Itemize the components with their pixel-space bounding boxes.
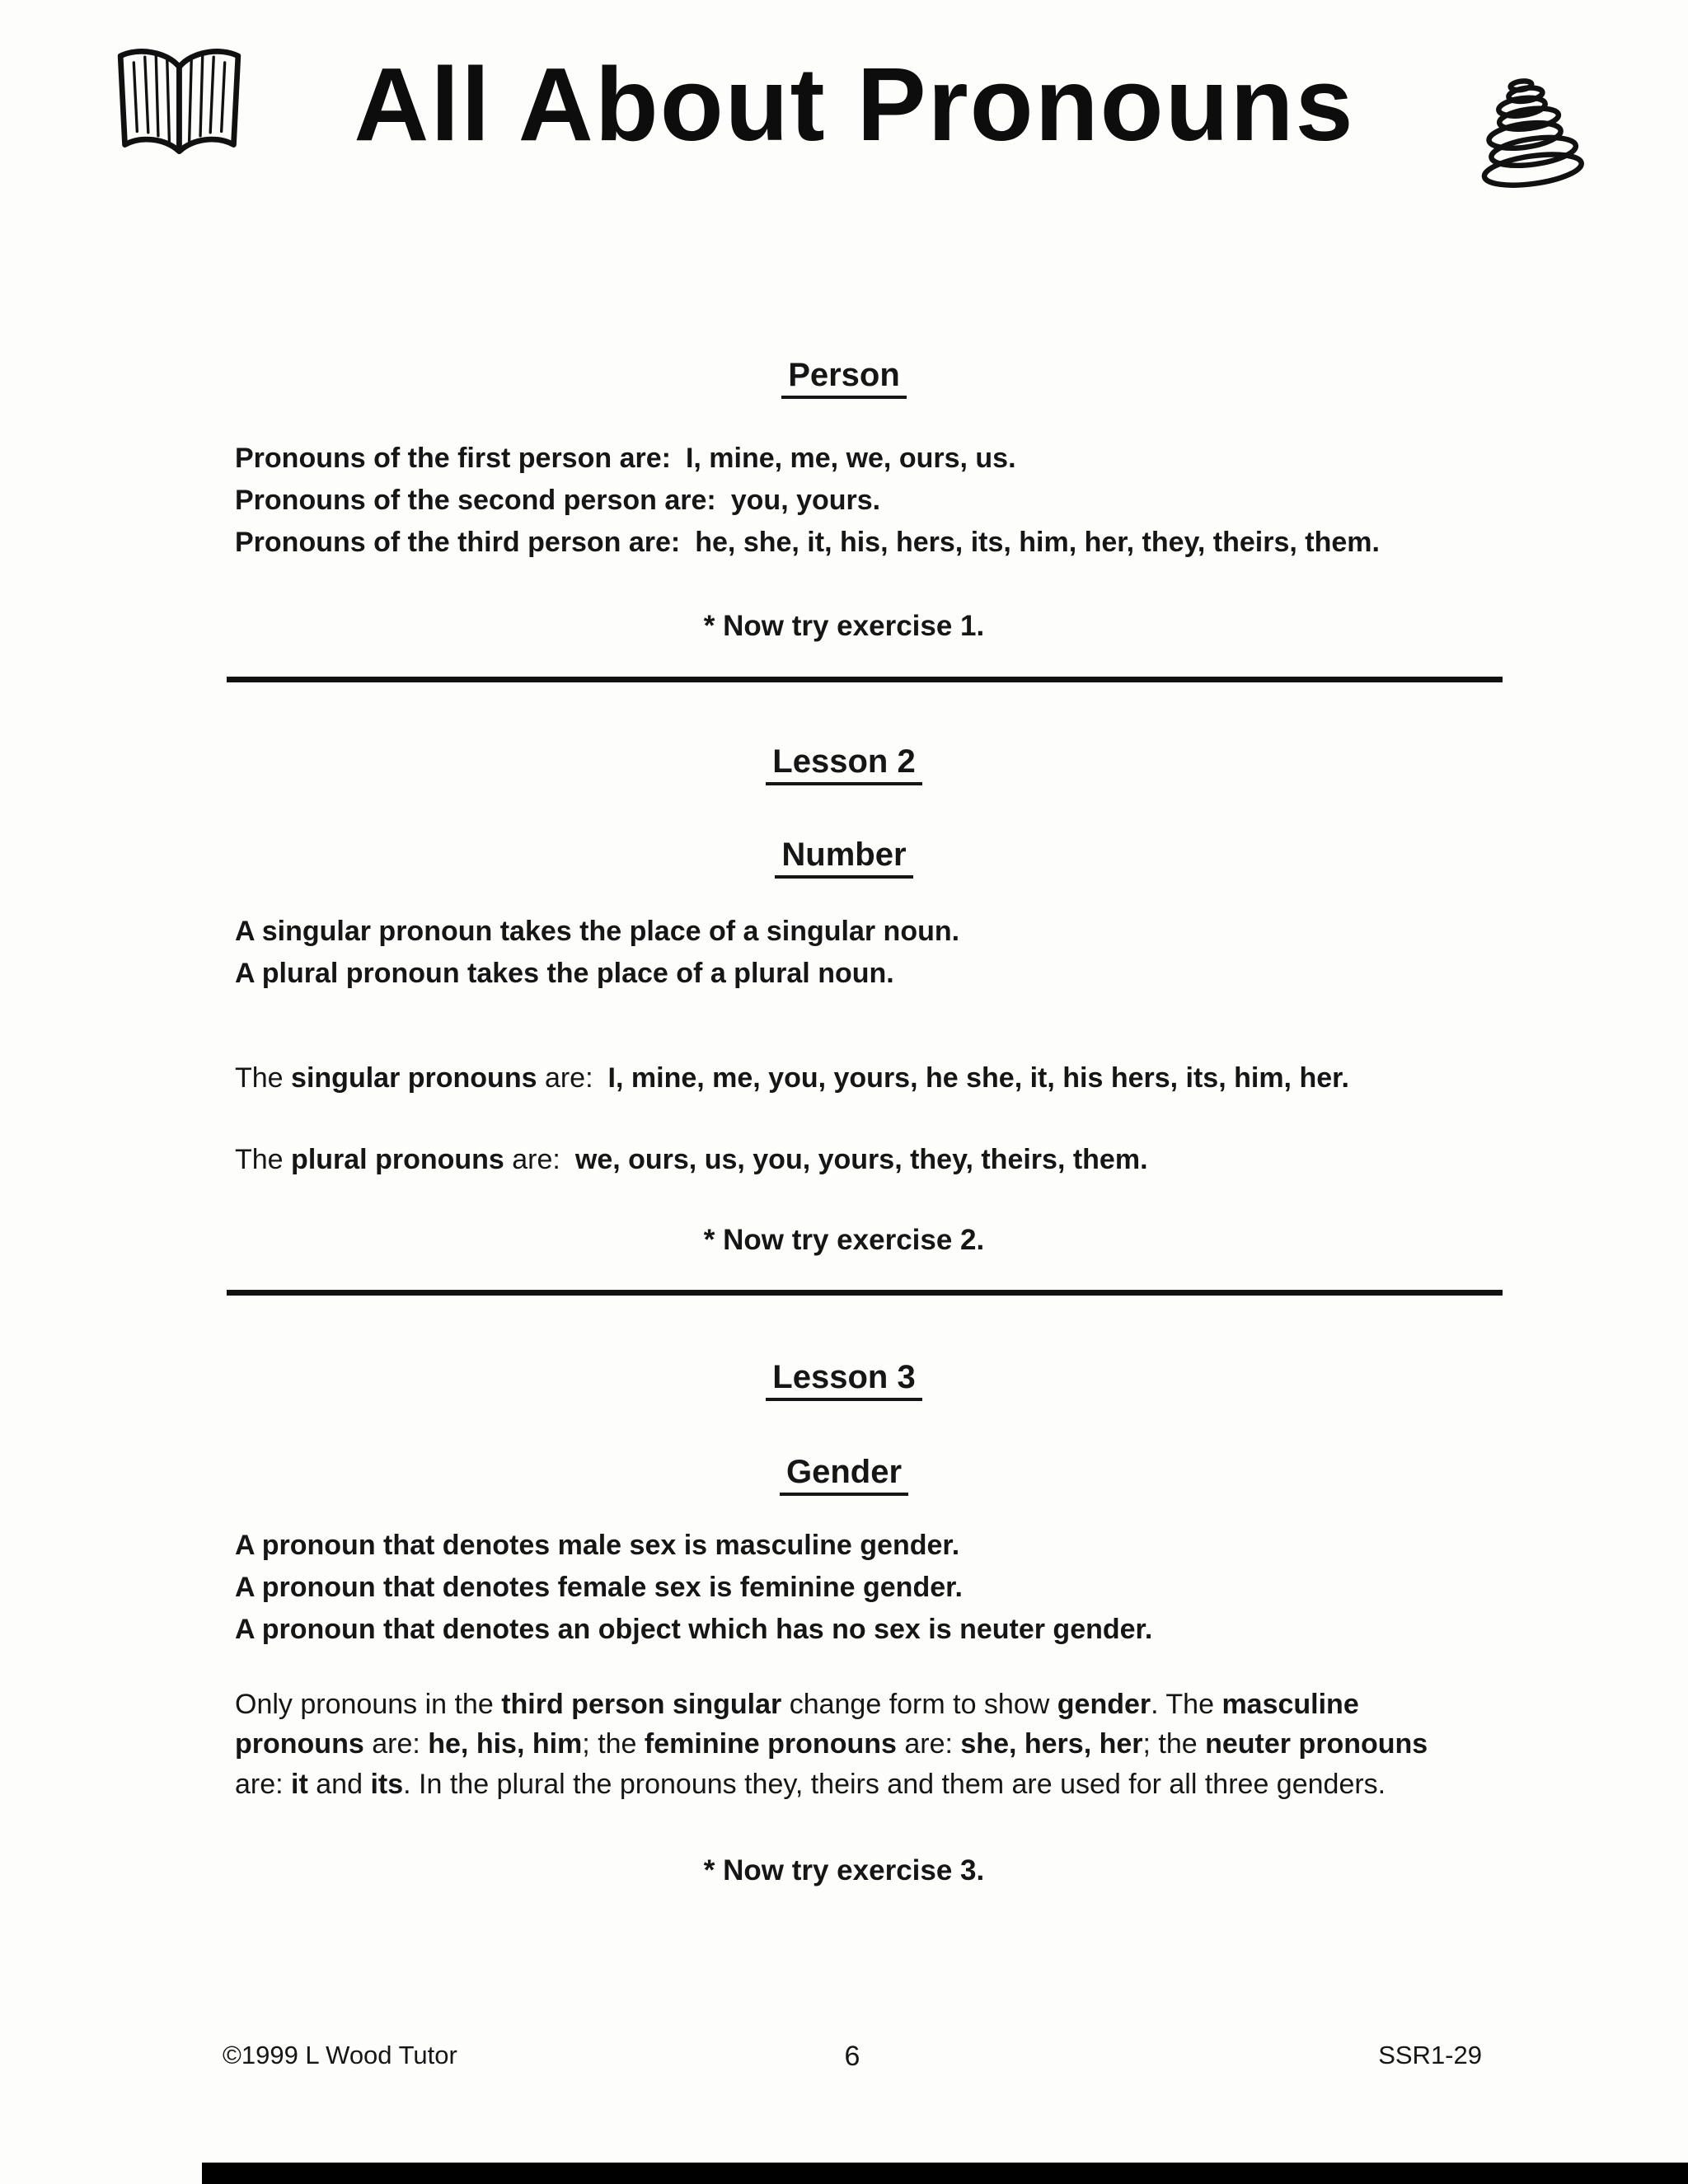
rule-line: A pronoun that denotes female sex is feminine gender. <box>235 1572 963 1603</box>
footer-code: SSR1-29 <box>1378 2041 1482 2069</box>
gender-heading: Gender <box>0 1452 1688 1492</box>
exercise-note-1: * Now try exercise 1. <box>703 610 985 642</box>
rule-line: A singular pronoun takes the place of a singular noun. <box>235 915 960 947</box>
third-person-value: he, she, it, his, hers, its, him, her, they, theirs, them. <box>695 527 1380 558</box>
section-lesson-2 <box>0 742 1688 1263</box>
first-person-value: I, mine, me, we, ours, us. <box>685 443 1016 474</box>
singular-pronouns-value: I, mine, me, you, yours, he she, it, his hers, its, him, her. <box>607 1062 1349 1094</box>
rule-line: A pronoun that denotes male sex is masculine gender. <box>235 1530 960 1561</box>
footer-page-number: 6 <box>844 2041 860 2072</box>
gender-paragraph-wrap <box>0 1685 1688 1804</box>
page-title: All About Pronouns <box>354 46 1355 162</box>
lesson-2-heading: Lesson 2 <box>0 742 1688 781</box>
person-lines <box>0 438 1688 564</box>
first-person-line <box>235 438 1475 480</box>
gender-rules <box>0 1525 1688 1651</box>
section-lesson-3 <box>0 1357 1688 1892</box>
scan-artifact-bar <box>202 2163 1688 2184</box>
singular-pronouns-label: The singular pronouns are: <box>235 1062 593 1094</box>
page-header <box>0 0 1688 194</box>
lesson-3-heading: Lesson 3 <box>0 1357 1688 1397</box>
second-person-value: you, yours. <box>730 485 881 516</box>
third-person-line <box>235 522 1475 564</box>
second-person-line <box>235 480 1475 522</box>
plural-pronouns-line <box>235 1139 1475 1181</box>
plural-pronouns-value: we, ours, us, you, yours, they, theirs, them. <box>574 1143 1148 1175</box>
exercise-note-3: * Now try exercise 3. <box>703 1854 985 1886</box>
exercise-note-2: * Now try exercise 2. <box>703 1223 985 1256</box>
first-person-label: Pronouns of the first person are: <box>235 443 671 474</box>
number-heading: Number <box>0 835 1688 874</box>
plural-pronouns-block <box>0 1139 1688 1181</box>
person-heading: Person <box>0 355 1688 395</box>
rule-line: A pronoun that denotes an object which has no sex is neuter gender. <box>235 1614 1153 1645</box>
singular-pronouns-block <box>0 1057 1688 1099</box>
page-footer <box>223 2041 1482 2070</box>
footer-copyright: ©1999 L Wood Tutor <box>223 2041 457 2069</box>
open-book-icon <box>107 41 251 177</box>
section-divider-2 <box>227 1290 1503 1296</box>
rule-line: A plural pronoun takes the place of a plural noun. <box>235 957 894 989</box>
plural-pronouns-label: The plural pronouns are: <box>235 1143 560 1175</box>
gender-paragraph: Only pronouns in the third person singular change form to show gender. The masculine pronouns are: he, his, him; the feminine pronouns are: she, hers, her; the neuter pronouns are: it and its. In the plural the pronouns they, theirs and them are used for all three genders. <box>235 1689 1428 1800</box>
third-person-label: Pronouns of the third person are: <box>235 527 681 558</box>
singular-pronouns-line <box>235 1057 1475 1099</box>
second-person-label: Pronouns of the second person are: <box>235 485 716 516</box>
spiral-doodle-icon <box>1457 41 1597 194</box>
section-person <box>0 355 1688 649</box>
section-divider-1 <box>227 677 1503 682</box>
number-rules <box>0 911 1688 995</box>
